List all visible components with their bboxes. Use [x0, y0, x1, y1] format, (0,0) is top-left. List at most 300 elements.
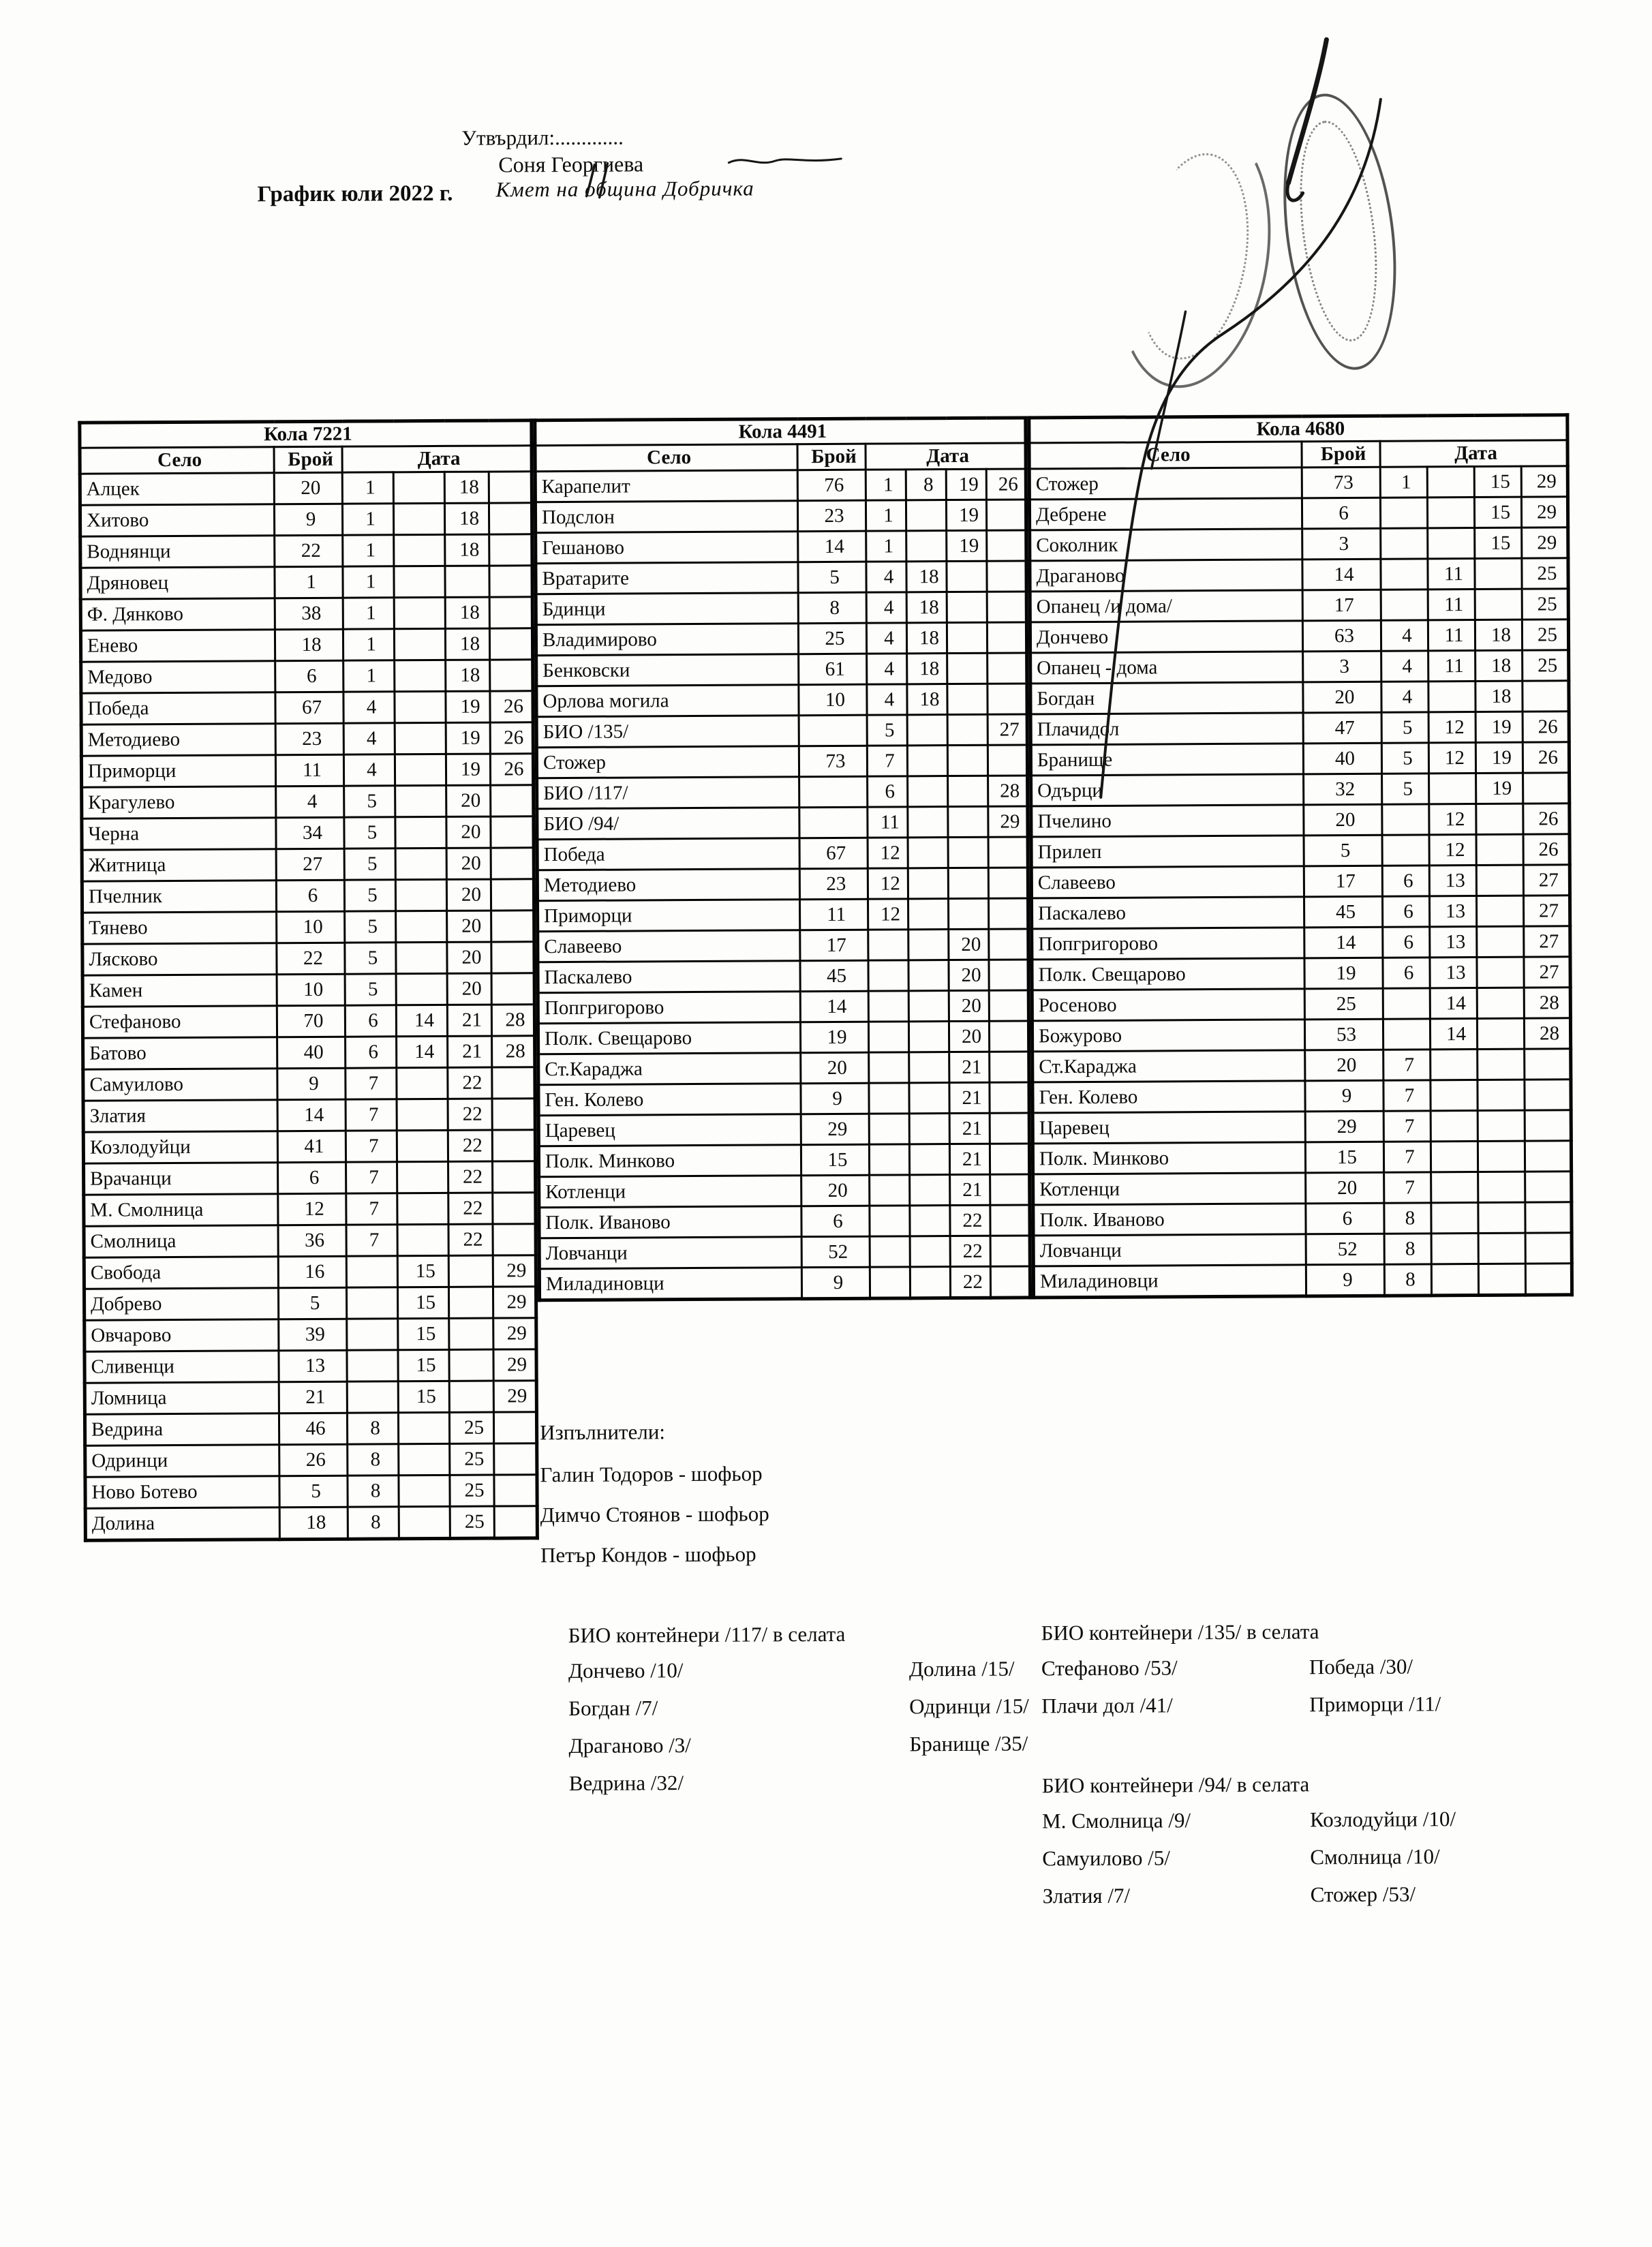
column-header-date: Дата	[866, 443, 1026, 470]
cell-date	[396, 911, 447, 942]
cell-date	[1475, 589, 1522, 620]
cell-date	[493, 1193, 536, 1224]
cell-count: 9	[1306, 1264, 1384, 1296]
cell-count: 23	[799, 868, 868, 900]
bio-item: Приморци /11/	[1309, 1692, 1441, 1717]
cell-village: Методиево	[81, 724, 275, 756]
table-row	[536, 592, 1026, 625]
table-row	[536, 622, 1026, 656]
cell-date: 6	[1383, 958, 1430, 988]
cell-date	[906, 531, 947, 562]
cell-date	[908, 838, 948, 868]
cell-date: 27	[1524, 926, 1570, 957]
table-row	[81, 660, 533, 693]
cell-date	[990, 1082, 1029, 1113]
cell-date: 18	[906, 623, 947, 654]
cell-village: Славеево	[538, 930, 800, 962]
table-row	[1029, 466, 1567, 500]
cell-date	[397, 1099, 448, 1130]
cell-date: 7	[1383, 1080, 1431, 1111]
cell-date	[948, 837, 988, 868]
cell-date	[1525, 1172, 1572, 1202]
cell-date	[1381, 559, 1428, 590]
cell-date: 11	[868, 807, 908, 838]
cell-count: 45	[800, 960, 868, 992]
cell-date	[988, 745, 1027, 776]
cell-date: 26	[490, 754, 533, 785]
cell-village: Добрево	[84, 1288, 278, 1320]
bio-item: Дончево /10/	[568, 1658, 684, 1683]
cell-village: Подслон	[535, 501, 797, 533]
table-row	[1030, 712, 1569, 745]
cell-date: 8	[348, 1507, 399, 1539]
cell-village: Ф. Дянково	[80, 598, 275, 630]
cell-date	[988, 653, 1027, 684]
cell-date	[494, 1506, 537, 1538]
cell-date: 7	[346, 1099, 397, 1131]
cell-date: 27	[1523, 865, 1570, 896]
cell-count: 18	[279, 1507, 348, 1540]
cell-date	[909, 1144, 949, 1175]
cell-date: 29	[1522, 528, 1568, 558]
cell-date	[394, 534, 445, 566]
cell-date: 4	[343, 754, 395, 786]
cell-count: 39	[279, 1319, 347, 1351]
cell-date: 19	[1476, 773, 1523, 804]
bio-item: Козлодуйци /10/	[1309, 1807, 1456, 1832]
cell-date: 26	[986, 469, 1026, 500]
cell-village: Приморци	[81, 755, 275, 787]
cell-count: 52	[801, 1236, 870, 1268]
cell-date: 20	[446, 785, 491, 816]
cell-date: 4	[1381, 651, 1428, 682]
cell-date: 26	[1523, 742, 1569, 773]
cell-date	[868, 1022, 908, 1052]
cell-date: 14	[1430, 988, 1477, 1019]
table-row	[1030, 681, 1569, 714]
cell-date: 15	[397, 1287, 448, 1318]
table-row	[1032, 926, 1570, 960]
cell-date	[990, 1174, 1030, 1205]
cell-date	[493, 1224, 536, 1255]
cell-date	[989, 898, 1028, 929]
table-row	[82, 816, 534, 850]
cell-date	[395, 754, 446, 785]
bio-item: Ведрина /32/	[568, 1771, 684, 1795]
cell-date: 15	[397, 1255, 448, 1287]
table-row	[1031, 804, 1570, 837]
cell-date: 8	[906, 470, 946, 500]
cell-date	[1431, 1172, 1478, 1202]
bio-item: Одринци /15/	[909, 1694, 1029, 1719]
bio-item: Драганово /3/	[568, 1733, 691, 1758]
cell-date: 5	[344, 817, 395, 849]
cell-village: Славеево	[1031, 866, 1304, 898]
cell-date	[445, 566, 489, 597]
cell-date	[868, 991, 908, 1022]
bio-item: Стожер /53/	[1310, 1882, 1416, 1907]
cell-date	[489, 597, 532, 628]
cell-village: Стожер	[536, 746, 799, 778]
cell-date: 29	[493, 1381, 536, 1412]
cell-date: 8	[1384, 1203, 1431, 1234]
cell-village: Драганово	[1030, 560, 1302, 592]
cell-date	[393, 472, 444, 503]
cell-village: Котленци	[539, 1176, 801, 1208]
cell-date: 18	[906, 562, 947, 592]
table-row	[536, 653, 1027, 686]
cell-date	[870, 1175, 910, 1206]
cell-date: 7	[346, 1193, 397, 1225]
cell-count: 40	[277, 1037, 346, 1069]
cell-date	[1431, 1233, 1478, 1264]
cell-count: 5	[798, 562, 866, 593]
cell-village: Опанец - дома	[1030, 652, 1303, 684]
cell-village: Ген. Колево	[538, 1084, 801, 1116]
cell-date: 28	[988, 776, 1028, 806]
cell-date: 22	[448, 1161, 493, 1193]
table-row	[538, 990, 1028, 1024]
table-row	[83, 1130, 535, 1163]
cell-date	[1431, 1049, 1478, 1080]
cell-date: 12	[868, 868, 908, 899]
cell-date: 4	[867, 654, 907, 684]
cell-village: Овчарово	[85, 1319, 279, 1351]
cell-date: 29	[493, 1287, 536, 1318]
table-row	[538, 929, 1028, 962]
cell-date	[1380, 498, 1427, 528]
cell-date	[489, 472, 532, 503]
cell-count: 14	[800, 991, 868, 1022]
cell-count: 20	[1306, 1172, 1384, 1204]
cell-count: 40	[1303, 743, 1381, 774]
table-row	[80, 503, 532, 536]
bio-item: Долина /15/	[908, 1656, 1015, 1681]
cell-count: 3	[1303, 651, 1381, 682]
cell-date	[947, 684, 988, 714]
cell-count: 53	[1304, 1019, 1383, 1050]
cell-date: 28	[492, 1036, 535, 1067]
cell-village: Тянево	[82, 912, 277, 944]
table-row	[1030, 742, 1569, 776]
cell-count: 6	[278, 1162, 346, 1194]
cell-count: 6	[1306, 1203, 1384, 1234]
cell-date	[1381, 528, 1428, 559]
cell-date: 20	[949, 929, 989, 960]
cell-date	[393, 503, 444, 534]
cell-count: 11	[275, 754, 343, 786]
cell-date: 20	[447, 942, 491, 973]
cell-date	[397, 1224, 448, 1255]
cell-date: 22	[448, 1099, 492, 1130]
cell-date: 15	[398, 1318, 449, 1349]
table-row	[535, 500, 1026, 533]
cell-date: 7	[1383, 1111, 1431, 1142]
cell-village: Дряновец	[80, 567, 275, 599]
table-row	[84, 1161, 536, 1195]
cell-date: 25	[1522, 589, 1568, 620]
cell-date	[1475, 558, 1522, 589]
table-row	[1033, 1202, 1572, 1236]
cell-date	[909, 1083, 949, 1114]
cell-village: Миладиновци	[539, 1268, 801, 1300]
cell-count: 23	[275, 723, 343, 755]
cell-count: 16	[278, 1256, 346, 1288]
cell-count: 6	[275, 660, 343, 692]
cell-date	[1478, 1233, 1525, 1264]
cell-village: Стефаново	[82, 1006, 277, 1038]
cell-date: 15	[1475, 528, 1522, 558]
cell-village: Алцек	[80, 473, 274, 505]
cell-date: 8	[348, 1444, 399, 1476]
bio-section-94	[1042, 1771, 1456, 1921]
cell-count: 23	[797, 500, 866, 532]
cell-count: 19	[1304, 958, 1383, 989]
cell-date	[490, 660, 533, 691]
cell-date	[989, 1021, 1028, 1052]
approver-name: Соня Георгиева	[498, 151, 644, 177]
cell-village: Царевец	[1032, 1112, 1305, 1144]
cell-date	[947, 745, 988, 776]
cell-count: 5	[279, 1476, 348, 1508]
cell-village: Богдан	[1030, 682, 1303, 714]
cell-date: 5	[345, 943, 396, 974]
cell-date: 1	[343, 535, 394, 566]
cell-date: 21	[950, 1174, 990, 1205]
cell-count: 10	[277, 911, 345, 943]
cell-date: 5	[1382, 774, 1429, 804]
table-row	[85, 1381, 536, 1414]
table-row	[538, 1144, 1029, 1177]
table-row	[82, 879, 534, 913]
cell-date	[1429, 774, 1476, 804]
cell-date: 4	[867, 684, 907, 715]
cell-village: Самуилово	[83, 1069, 277, 1101]
cell-village: Росеново	[1032, 989, 1304, 1021]
cell-date: 18	[907, 684, 947, 715]
cell-date: 28	[1524, 988, 1570, 1018]
cell-village: БИО /94/	[537, 808, 799, 840]
cell-date	[346, 1287, 397, 1319]
table-row	[1030, 589, 1568, 622]
table-row	[84, 1224, 536, 1257]
cell-date: 7	[346, 1131, 397, 1162]
cell-date	[397, 1130, 448, 1161]
cell-village: Свобода	[84, 1257, 278, 1289]
cell-date: 6	[346, 1037, 397, 1068]
cell-date: 12	[1429, 835, 1476, 866]
cell-date: 22	[448, 1193, 493, 1224]
cell-village: Приморци	[538, 900, 800, 932]
cell-date	[1382, 804, 1429, 835]
column-header-date: Дата	[1380, 440, 1567, 467]
table-row	[85, 1349, 536, 1383]
cell-date: 18	[1475, 681, 1523, 712]
cell-date	[908, 960, 949, 991]
cell-date: 25	[1523, 650, 1569, 681]
cell-date	[990, 1052, 1029, 1082]
cell-date: 18	[444, 472, 489, 503]
cell-count: 67	[275, 692, 343, 724]
cell-date	[907, 715, 947, 746]
table-row	[1031, 834, 1570, 868]
cell-count: 41	[277, 1131, 346, 1163]
cell-date	[1477, 957, 1524, 988]
table-row	[1032, 1080, 1571, 1113]
cell-date	[1476, 834, 1523, 865]
cell-date	[869, 1114, 909, 1144]
cell-date	[395, 848, 446, 879]
cell-date: 19	[947, 530, 987, 561]
table-row	[538, 960, 1028, 993]
cell-date	[990, 1113, 1029, 1144]
cell-village: Ломница	[85, 1382, 279, 1414]
table-row	[1032, 1141, 1571, 1174]
approval-label: Утвърдил:.............	[461, 125, 624, 150]
cell-village: Паскалево	[1031, 897, 1304, 929]
table-row	[1032, 1110, 1571, 1144]
cell-date	[491, 879, 534, 911]
cell-village: Черна	[82, 818, 276, 850]
cell-date	[1381, 590, 1428, 620]
cell-village: Ген. Колево	[1032, 1081, 1305, 1113]
cell-date	[347, 1350, 398, 1381]
cell-village: Ловчанци	[539, 1237, 801, 1269]
schedule-table	[78, 418, 539, 1542]
page-title: График юли 2022 г.	[257, 181, 453, 207]
cell-date: 11	[1428, 651, 1475, 682]
table-row	[82, 785, 534, 819]
cell-date: 4	[866, 562, 906, 592]
cell-date	[990, 1144, 1029, 1174]
cell-date	[491, 973, 534, 1005]
cell-date: 26	[1523, 804, 1570, 834]
cell-date	[399, 1475, 450, 1506]
cell-count: 17	[1302, 590, 1381, 621]
cell-date: 15	[1474, 497, 1521, 528]
cell-count: 29	[801, 1114, 869, 1145]
cell-date	[1478, 1080, 1525, 1110]
table-row	[82, 1005, 534, 1038]
cell-date	[491, 816, 534, 848]
cell-date	[949, 898, 989, 929]
cell-date: 26	[490, 722, 533, 754]
cell-date	[1477, 1018, 1524, 1049]
cell-village: Одринци	[85, 1445, 279, 1477]
cell-date	[395, 722, 446, 754]
cell-count: 17	[1304, 866, 1382, 897]
cell-date: 4	[343, 692, 395, 723]
cell-date	[1525, 1233, 1572, 1264]
table-row	[85, 1318, 536, 1351]
cell-village: Медово	[81, 661, 275, 693]
cell-date	[1383, 988, 1430, 1019]
cell-count: 6	[1302, 498, 1380, 529]
cell-date: 5	[345, 911, 396, 943]
cell-date: 29	[493, 1349, 536, 1381]
cell-village: Воднянци	[80, 536, 275, 568]
table-row	[1031, 773, 1570, 806]
cell-village: Долина	[85, 1508, 279, 1540]
cell-date: 27	[1524, 957, 1570, 988]
cell-date	[492, 1067, 535, 1099]
cell-date	[908, 807, 948, 838]
cell-date: 1	[866, 531, 906, 562]
cell-count: 73	[799, 746, 867, 777]
cell-date	[489, 503, 532, 534]
cell-date: 21	[949, 1144, 990, 1174]
cell-date	[395, 816, 446, 848]
cell-date	[1476, 865, 1523, 896]
cell-date: 20	[949, 1021, 989, 1052]
cell-date: 27	[1523, 896, 1570, 926]
table-row	[1030, 620, 1568, 653]
table-row	[80, 472, 532, 505]
table-row	[1033, 1264, 1572, 1298]
cell-date: 4	[866, 623, 906, 654]
cell-date	[347, 1319, 398, 1350]
cell-date: 5	[344, 786, 395, 817]
cell-village: Бдинци	[536, 593, 798, 625]
table-row	[80, 597, 532, 630]
cell-date: 8	[1384, 1264, 1431, 1296]
cell-village: М. Смолница	[84, 1194, 278, 1226]
cell-count: 22	[275, 535, 343, 567]
cell-date	[947, 653, 988, 684]
executor-item: Петър Кондов - шофьор	[540, 1542, 756, 1568]
cell-count: 61	[799, 654, 867, 685]
cell-date	[987, 622, 1026, 653]
cell-village: Попгригорово	[1032, 928, 1304, 960]
cell-village: Батово	[83, 1037, 277, 1069]
cell-date	[910, 1206, 950, 1236]
cell-village: Стожер	[1029, 468, 1302, 500]
cell-date: 20	[446, 848, 491, 879]
cell-count: 9	[801, 1083, 869, 1114]
cell-date	[1428, 682, 1475, 712]
table-row	[1031, 865, 1570, 898]
cell-village: Попгригорово	[538, 992, 800, 1024]
cell-date	[396, 942, 447, 973]
cell-date: 13	[1429, 866, 1476, 896]
bio-item: Златия /7/	[1042, 1883, 1131, 1908]
cell-date: 18	[444, 503, 489, 534]
cell-date: 7	[346, 1162, 397, 1193]
cell-count	[799, 776, 868, 808]
cell-date: 5	[344, 880, 395, 911]
cell-count: 32	[1304, 774, 1382, 805]
cell-village: Ведрина	[85, 1413, 279, 1446]
table-row	[1032, 1018, 1570, 1052]
cell-date: 5	[345, 974, 396, 1005]
cell-village: Лясково	[82, 943, 277, 975]
cell-date	[906, 500, 946, 531]
cell-date	[908, 930, 949, 960]
cell-date	[1431, 1202, 1478, 1233]
bio-section-117	[568, 1621, 1030, 1809]
cell-date: 22	[448, 1067, 492, 1099]
cell-village: Полк. Минково	[538, 1145, 801, 1177]
cell-date	[394, 597, 445, 628]
cell-date: 26	[1523, 834, 1570, 865]
cell-date: 7	[867, 746, 907, 776]
cell-date: 18	[445, 628, 489, 660]
cell-date: 5	[1381, 712, 1428, 743]
cell-count: 17	[800, 930, 868, 961]
cell-count: 10	[799, 684, 867, 716]
cell-date	[1476, 804, 1523, 834]
cell-date	[868, 930, 908, 960]
